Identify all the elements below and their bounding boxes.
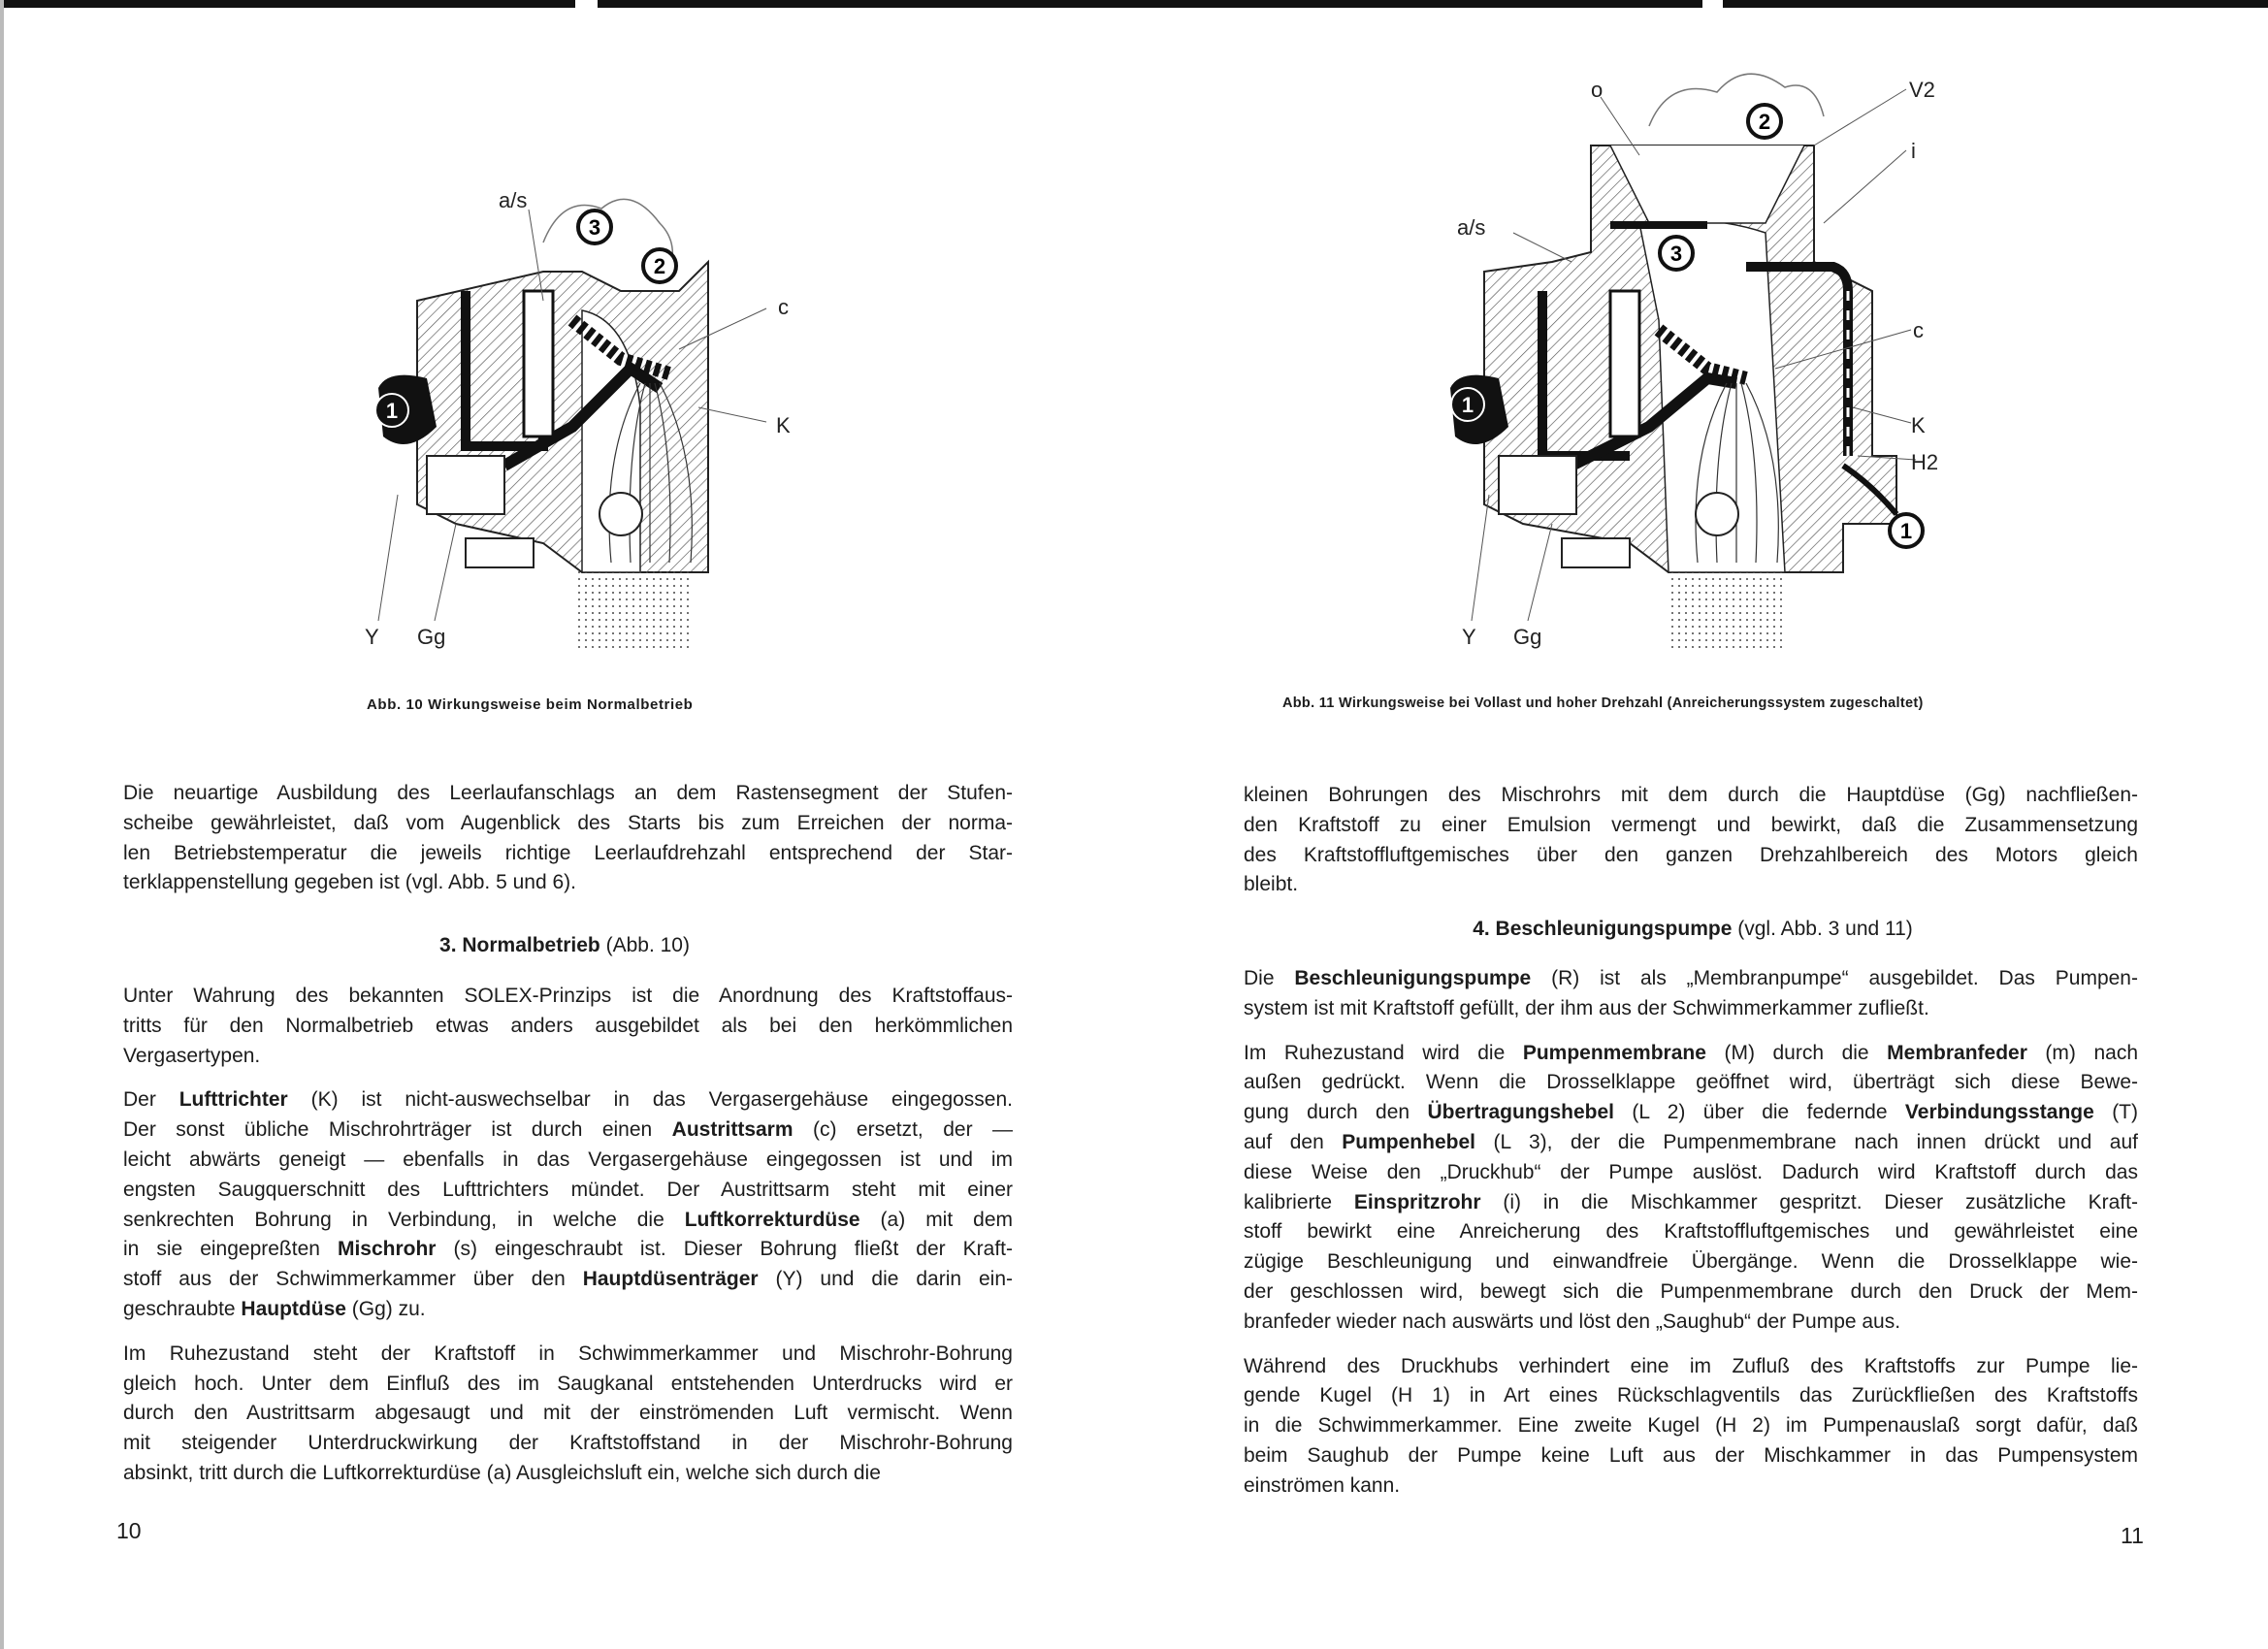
text-line <box>123 1116 1013 1146</box>
paragraph <box>123 1085 1013 1324</box>
text-line <box>1244 1411 2138 1441</box>
text-segment: Die neuartige Ausbildung des Leerlaufanschlags an dem Rastensegment der Stufen- <box>123 782 1013 804</box>
bold-term: Lufttrichter <box>178 1088 288 1112</box>
label-outlet-arm: c <box>1913 318 1924 342</box>
text-segment: absinkt, tritt durch die Luftkorrekturdüse (a) Ausgleichsluft ein, welche sich durch die <box>123 1461 881 1484</box>
text-line <box>1244 1471 2138 1502</box>
text-line <box>123 1206 1013 1236</box>
text-segment: in die Schwimmerkammer. Eine zweite Kugel (H 2) im Pumpenauslaß sorgt dafür, daß <box>1244 1414 2138 1438</box>
marker-2: 2 <box>1758 110 1771 134</box>
text-segment: terklappenstellung gegeben ist (vgl. Abb. 5 und 6). <box>123 871 576 894</box>
heading-bold: 4. Beschleunigungspumpe <box>1473 918 1733 940</box>
text-segment: branfeder wieder nach auswärts und löst den „Saughub“ der Pumpe aus. <box>1244 1310 1901 1333</box>
paragraph-gap <box>1244 1338 2138 1352</box>
text-line <box>123 1012 1013 1042</box>
text-segment: diese Weise den „Druckhub“ der Pumpe auslöst. Dadurch wird Kraftstoff durch das <box>1244 1160 2138 1183</box>
text-segment: (Gg) zu. <box>345 1297 426 1320</box>
text-segment: geschraubte <box>123 1297 242 1320</box>
text-segment: (T) <box>2093 1101 2138 1124</box>
label-v2: V2 <box>1909 78 1935 102</box>
text-segment: stoff bewirkt eine Anreicherung des Kraftstoffluftgemisches und gewährleistet eine <box>1244 1220 2138 1244</box>
bold-term: Einspritzrohr <box>1353 1190 1481 1213</box>
text-line <box>123 1235 1013 1265</box>
text-line <box>1244 811 2138 841</box>
text-segment: scheibe gewährleistet, daß vom Augenblick des Starts bis zum Erreichen der norma- <box>123 811 1013 834</box>
text-line <box>123 839 1013 869</box>
label-main-jet-carrier: Y <box>365 625 379 649</box>
heading-bold: 3. Normalbetrieb <box>439 934 600 956</box>
figure-10-carburetor-diagram <box>365 188 791 651</box>
figure-10-caption: Abb. 10 Wirkungsweise beim Normalbetrieb <box>367 696 694 713</box>
text-segment: Während des Druckhubs verhindert eine im Zufluß des Kraftstoffs zur Pumpe lie- <box>1244 1354 2138 1377</box>
text-segment: (c) ersetzt, der — <box>793 1118 1013 1142</box>
paragraph <box>1244 964 2138 1024</box>
marker-2: 2 <box>653 254 666 278</box>
text-segment: senkrechten Bohrung in Verbindung, in welche die <box>123 1208 685 1231</box>
text-segment: (a) mit dem <box>859 1208 1013 1231</box>
paragraph <box>123 1340 1013 1489</box>
text-line <box>1244 994 2138 1024</box>
marker-1: 1 <box>385 399 399 423</box>
label-main-jet: Gg <box>417 625 446 649</box>
right-body <box>1244 964 2138 1502</box>
text-line <box>1244 1441 2138 1471</box>
text-line <box>1244 1158 2138 1188</box>
page-number-right: 11 <box>2121 1523 2144 1548</box>
text-segment: Der sonst übliche Mischrohrträger ist durch einen <box>123 1118 672 1142</box>
bold-term: Mischrohr <box>337 1238 437 1261</box>
paragraph <box>123 982 1013 1071</box>
right-intro-paragraph <box>1244 781 2138 900</box>
text-segment: Im Ruhezustand steht der Kraftstoff in Schwimmerkammer und Mischrohr-Bohrung <box>123 1342 1013 1365</box>
text-line <box>123 1370 1013 1400</box>
label-venturi: K <box>776 413 791 437</box>
text-segment: gleich hoch. Unter dem Einfluß des im Saugkanal entstehenden Unterdrucks wird er <box>123 1372 1013 1395</box>
text-segment: einströmen kann. <box>1244 1473 1401 1497</box>
text-segment: (Y) und die darin ein- <box>758 1268 1013 1291</box>
left-intro-paragraph <box>123 779 1013 898</box>
text-line <box>1244 1039 2138 1069</box>
label-outlet-arm: c <box>778 295 789 319</box>
text-line <box>123 809 1013 839</box>
text-segment: des Kraftstoffluftgemisches über den ganzen Drehzahlbereich des Motors gleich <box>1244 843 2138 866</box>
label-air-correction-jet: a/s <box>1457 215 1486 240</box>
bold-term: Beschleunigungspumpe <box>1294 967 1532 989</box>
text-line <box>1244 781 2138 811</box>
text-line <box>1244 1217 2138 1247</box>
text-segment: mit steigender Unterdruckwirkung der Kraftstoffstand in der Mischrohr-Bohrung <box>123 1432 1013 1455</box>
bold-term: Austrittsarm <box>671 1118 794 1142</box>
figure-11-carburetor-diagram <box>1450 74 1938 651</box>
label-choke: o <box>1591 78 1604 102</box>
bold-term: Verbindungsstange <box>1904 1101 2094 1124</box>
text-line <box>123 868 1013 898</box>
text-segment: (L 3), der die Pumpenmembrane nach innen drückt und auf <box>1475 1130 2138 1153</box>
heading-ref: (vgl. Abb. 3 und 11) <box>1732 918 1913 940</box>
text-line <box>1244 964 2138 994</box>
paragraph <box>1244 1352 2138 1502</box>
heading-ref: (Abb. 10) <box>599 934 690 956</box>
text-segment: durch den Austrittsarm abgesaugt und mit der einströmenden Luft vermischt. Wenn <box>123 1402 1013 1425</box>
text-line <box>123 1146 1013 1176</box>
text-segment: bleibt. <box>1244 873 1299 896</box>
text-segment: Vergasertypen. <box>123 1044 261 1067</box>
text-segment: (m) nach <box>2026 1041 2138 1064</box>
text-segment: system ist mit Kraftstoff gefüllt, der ihm aus der Schwimmerkammer zufließt. <box>1244 996 1929 1019</box>
text-segment: auf den <box>1244 1130 1343 1153</box>
marker-3: 3 <box>1669 242 1683 266</box>
bold-term: Hauptdüse <box>241 1297 346 1320</box>
text-segment: der geschlossen wird, bewegt sich die Pumpenmembrane durch den Druck der Mem- <box>1244 1279 2138 1303</box>
text-segment: Die <box>1244 967 1295 989</box>
paragraph-gap <box>123 1071 1013 1085</box>
section-heading-beschleunigungspumpe <box>1473 918 1913 941</box>
text-segment: Im Ruhezustand wird die <box>1244 1041 1523 1064</box>
text-line <box>1244 1068 2138 1098</box>
paragraph-gap <box>1244 1024 2138 1039</box>
text-segment: außen gedrückt. Wenn die Drosselklappe geöffnet wird, überträgt sich diese Bewe- <box>1244 1071 2138 1094</box>
paragraph-gap <box>123 1325 1013 1340</box>
text-segment: den Kraftstoff zu einer Emulsion vermengt und bewirkt, daß die Zusammensetzung <box>1244 813 2138 836</box>
bold-term: Membranfeder <box>1887 1041 2027 1064</box>
label-ball-h2: H2 <box>1911 450 1939 474</box>
bold-term: Hauptdüsenträger <box>582 1268 759 1291</box>
text-segment: (K) ist nicht-auswechselbar in das Vergasergehäuse eingegossen. <box>287 1088 1013 1112</box>
text-line <box>1244 1247 2138 1277</box>
text-segment: gung durch den <box>1244 1101 1428 1124</box>
text-line <box>123 1176 1013 1206</box>
text-line <box>123 1085 1013 1116</box>
text-line <box>1244 1128 2138 1158</box>
text-segment: Der <box>123 1088 179 1112</box>
text-segment: engsten Saugquerschnitt des Lufttrichters mündet. Der Austrittsarm steht mit einer <box>123 1178 1013 1201</box>
text-segment: gende Kugel (H 1) in Art eines Rückschlagventils das Zurückfließen des Kraftstoffs <box>1244 1384 2138 1407</box>
marker-1-pump: 1 <box>1899 519 1913 543</box>
text-line <box>1244 1308 2138 1338</box>
text-line <box>123 982 1013 1012</box>
text-line <box>1244 870 2138 900</box>
label-main-jet: Gg <box>1513 625 1542 649</box>
text-segment: beim Saughub der Pumpe keine Luft aus der Mischkammer in das Pumpensystem <box>1244 1443 2138 1467</box>
text-segment: tritts für den Normalbetrieb etwas anders ausgebildet als bei den herkömmlichen <box>123 1014 1013 1037</box>
bold-term: Übertragungshebel <box>1427 1101 1615 1124</box>
text-segment: (M) durch die <box>1705 1041 1888 1064</box>
text-line <box>123 779 1013 809</box>
text-line <box>123 1042 1013 1072</box>
text-line <box>1244 1277 2138 1308</box>
text-line <box>123 1265 1013 1295</box>
text-segment: kalibrierte <box>1244 1190 1354 1213</box>
page-number-left: 10 <box>116 1518 142 1543</box>
left-body <box>123 982 1013 1489</box>
text-line <box>123 1399 1013 1429</box>
label-venturi: K <box>1911 413 1926 437</box>
text-line <box>1244 1098 2138 1128</box>
marker-3: 3 <box>588 215 601 240</box>
text-segment: stoff aus der Schwimmerkammer über den <box>123 1268 583 1291</box>
text-segment: len Betriebstemperatur die jeweils richtige Leerlaufdrehzahl entsprechend der Star- <box>123 841 1013 864</box>
bold-term: Pumpenhebel <box>1342 1130 1475 1153</box>
text-line <box>1244 1188 2138 1218</box>
bold-term: Luftkorrekturdüse <box>684 1208 860 1231</box>
text-segment: in sie eingepreßten <box>123 1238 338 1261</box>
text-segment: kleinen Bohrungen des Mischrohrs mit dem durch die Hauptdüse (Gg) nachfließen- <box>1244 784 2138 806</box>
text-segment: (R) ist als „Membranpumpe“ ausgebildet. Das Pumpen- <box>1531 967 2138 989</box>
text-line <box>123 1295 1013 1325</box>
text-line <box>123 1459 1013 1489</box>
text-line <box>123 1429 1013 1459</box>
bold-term: Pumpenmembrane <box>1522 1041 1706 1064</box>
text-segment: zügige Beschleunigung und einwandfreie Übergänge. Wenn die Drosselklappe wie- <box>1244 1250 2138 1274</box>
paragraph <box>1244 1039 2138 1338</box>
text-line <box>1244 841 2138 871</box>
text-line <box>1244 1381 2138 1411</box>
text-segment: leicht abwärts geneigt — ebenfalls in das Vergasergehäuse eingegossen ist und im <box>123 1148 1013 1171</box>
text-line <box>1244 1352 2138 1382</box>
label-main-jet-carrier: Y <box>1462 625 1476 649</box>
text-segment: (L 2) über die federnde <box>1614 1101 1905 1124</box>
text-segment: (i) in die Mischkammer gespritzt. Dieser zusätzliche Kraft- <box>1480 1190 2138 1213</box>
figure-11-caption: Abb. 11 Wirkungsweise bei Vollast und hoher Drehzahl (Anreicherungssystem zugeschaltet) <box>1282 695 1924 711</box>
text-line <box>123 1340 1013 1370</box>
label-injection-tube: i <box>1911 139 1916 163</box>
marker-1: 1 <box>1461 393 1474 417</box>
label-air-correction-jet: a/s <box>499 188 528 212</box>
text-segment: Unter Wahrung des bekannten SOLEX-Prinzips ist die Anordnung des Kraftstoffaus- <box>123 985 1013 1007</box>
text-segment: (s) eingeschraubt ist. Dieser Bohrung fließt der Kraft- <box>436 1238 1013 1261</box>
section-heading-normalbetrieb <box>439 934 690 957</box>
